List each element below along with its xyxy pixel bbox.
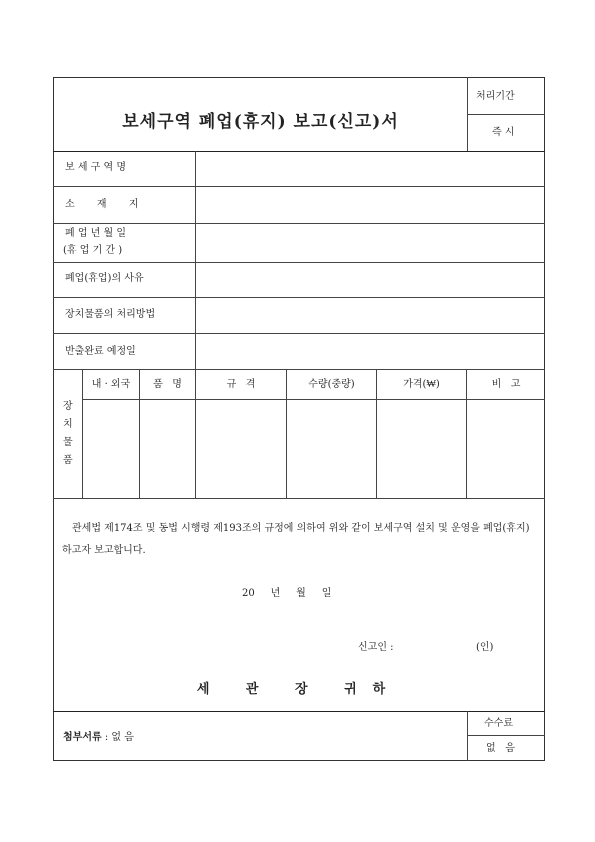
closure-date-label: 폐 업 년 월 일 xyxy=(65,228,127,239)
col-quantity-header: 수량(중량) xyxy=(308,379,355,390)
col-item-name-header: 품 명 xyxy=(153,379,182,390)
warehouse-name-value[interactable] xyxy=(197,153,543,185)
warehouse-name-label: 보 세 구 역 명 xyxy=(65,162,127,173)
report-date: 20 년 월 일 xyxy=(242,588,332,599)
goods-side-char: 품 xyxy=(63,455,73,466)
goods-side-char: 물 xyxy=(63,437,73,448)
reporter-label: 신고인 : xyxy=(358,642,394,653)
footer-top-line xyxy=(53,711,545,712)
goods-bottom-line xyxy=(53,498,545,499)
recipient-line: 세 관 장 귀하 xyxy=(196,682,402,697)
col-origin-header: 내 · 외국 xyxy=(91,379,131,390)
form-title: 보세구역 폐업(휴지) 보고(신고)서 xyxy=(122,112,399,132)
processing-period-label: 처리기간 xyxy=(476,91,515,102)
attachments xyxy=(63,733,134,743)
removal-date-label: 반출완료 예정일 xyxy=(65,346,136,357)
closure-reason-label: 폐업(휴업)의 사유 xyxy=(65,273,144,284)
location-value[interactable] xyxy=(197,188,543,222)
row-line xyxy=(53,369,545,370)
reporter-signature-field[interactable] xyxy=(405,638,473,658)
fee-value: 없 음 xyxy=(486,743,515,754)
row-line xyxy=(53,223,545,224)
footer-divider xyxy=(467,711,468,761)
goods-disposal-label: 장치물품의 처리방법 xyxy=(65,309,156,320)
header-bottom-line xyxy=(53,151,545,152)
removal-date-value[interactable] xyxy=(197,335,543,368)
suspension-period-label: (휴 업 기 간 ) xyxy=(63,245,123,256)
col-spec-header: 규 격 xyxy=(226,379,256,390)
col-price-header: 가격(₩) xyxy=(403,379,440,390)
closure-date-value[interactable] xyxy=(197,225,543,261)
location-label: 소 재 지 xyxy=(65,199,139,210)
row-line xyxy=(53,262,545,263)
row-line xyxy=(53,297,545,298)
processing-divider xyxy=(467,114,545,115)
row-line xyxy=(53,186,545,187)
row-line xyxy=(53,333,545,334)
attachments-value: : 없 음 xyxy=(101,732,134,743)
report-statement: 관세법 제174조 및 동법 시행령 제193조의 규정에 의하여 위와 같이 보세구역 설치 및 운영을 폐업(휴지)하고자 보고합니다. xyxy=(62,523,530,556)
seal-mark: (인) xyxy=(476,642,494,653)
goods-disposal-value[interactable] xyxy=(197,299,543,332)
fee-divider xyxy=(467,735,545,736)
fee-label: 수수료 xyxy=(484,718,513,729)
field-label-divider xyxy=(195,151,196,369)
col-remarks-header: 비 고 xyxy=(491,379,521,390)
processing-period-value: 즉 시 xyxy=(492,127,515,138)
goods-table-body[interactable] xyxy=(84,401,544,497)
goods-side-char: 장 xyxy=(63,401,73,412)
goods-header-line xyxy=(82,399,545,400)
closure-reason-value[interactable] xyxy=(197,264,543,296)
goods-side-char: 치 xyxy=(63,419,73,430)
attachments-label: 첨부서류 xyxy=(63,732,102,743)
